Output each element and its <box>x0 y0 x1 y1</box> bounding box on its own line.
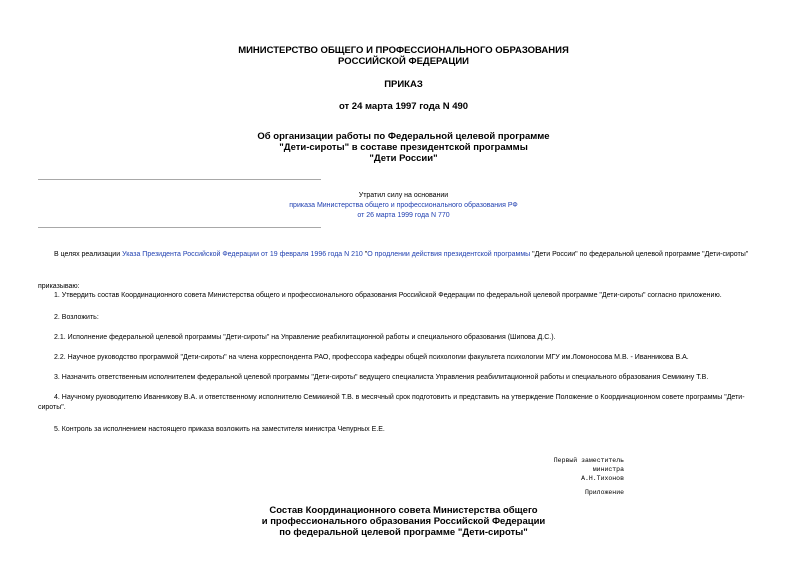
ministry-line-1: МИНИСТЕРСТВО ОБЩЕГО И ПРОФЕССИОНАЛЬНОГО ОБРАЗОВАНИЯ <box>238 45 569 56</box>
appendix-title-line-2: и профессионального образования Российской Федерации <box>261 516 546 527</box>
signature-block <box>424 456 624 483</box>
subject-line-1: Об организации работы по Федеральной целевой программе <box>257 131 550 142</box>
signature-name: А.Н.Тихонов <box>581 475 624 482</box>
appendix-title <box>0 505 807 538</box>
appendix-label: Приложение <box>584 489 624 496</box>
appendix-title-line-3: по федеральной целевой программе "Дети-сироты" <box>279 527 528 538</box>
order-item-3: 3. Назначить ответственным исполнителем федеральной целевой программы "Дети-сироты" ведущего специалиста Управления реабилитационной работы и специального образования Семикину Т.В. <box>54 374 709 381</box>
doc-date-number: от 24 марта 1997 года N 490 <box>338 101 469 112</box>
order-item-5: 5. Контроль за исполнением настоящего приказа возложить на заместителя министра Чепурных Е.Е. <box>54 426 385 433</box>
preamble-lead: В целях реализации <box>54 251 123 258</box>
subject-line-3: "Дети России" <box>369 153 438 164</box>
decree-link[interactable]: Указа Президента Российской Федерации от 19 февраля 1996 года N 210 <box>122 251 363 258</box>
preamble-paragraph <box>38 250 770 260</box>
appendix-title-line-1: Состав Координационного совета Министерства общего <box>269 505 538 516</box>
order-item-2-2: 2.2. Научное руководство программой "Дети-сироты" на члена корреспондента РАО, профессора кафедры общей психологии факультета психологии МГУ им.Ломоносова М.В. - Иванникова В.А. <box>54 354 689 361</box>
status-note <box>0 191 807 221</box>
signature-position-2: министра <box>592 466 624 473</box>
signature-position: Первый заместитель <box>553 457 624 464</box>
order-word: приказываю: <box>38 283 80 290</box>
divider-bottom <box>38 227 321 228</box>
program-extension-link[interactable]: О продлении действия президентской программы <box>367 251 531 258</box>
preamble-tail: "Дети России" по федеральной целевой программе "Дети-сироты" <box>530 251 749 258</box>
ministry-heading <box>0 45 807 67</box>
subject-line-2: "Дети-сироты" в составе президентской программы <box>279 142 528 153</box>
preamble-quote: " <box>362 251 368 258</box>
order-item-4: 4. Научному руководителю Иванникову В.А. и ответственному исполнителю Семикиной Т.В. в месячный срок подготовить и представить на утверждение Положение о Координационном совете программы "Дети-сироты". <box>38 394 745 411</box>
status-line-1: Утратил силу на основании <box>358 192 449 199</box>
order-item-2-1: 2.1. Исполнение федеральной целевой программы "Дети-сироты" на Управление реабилитационной работы и специального образования (Шипова Д.С.). <box>54 334 556 341</box>
status-link-date[interactable]: от 26 марта 1999 года N 770 <box>357 212 450 219</box>
doc-subject <box>0 131 807 164</box>
order-item-1: 1. Утвердить состав Координационного совета Министерства общего и профессионального образования Российской Федерации по федеральной целевой программе "Дети-сироты" согласно приложению. <box>54 292 722 299</box>
order-item-2: 2. Возложить: <box>54 314 99 321</box>
divider-top <box>38 179 321 180</box>
doc-type: ПРИКАЗ <box>384 79 423 90</box>
ministry-line-2: РОССИЙСКОЙ ФЕДЕРАЦИИ <box>337 56 469 67</box>
status-link-order[interactable]: приказа Министерства общего и профессионального образования РФ <box>289 202 518 209</box>
